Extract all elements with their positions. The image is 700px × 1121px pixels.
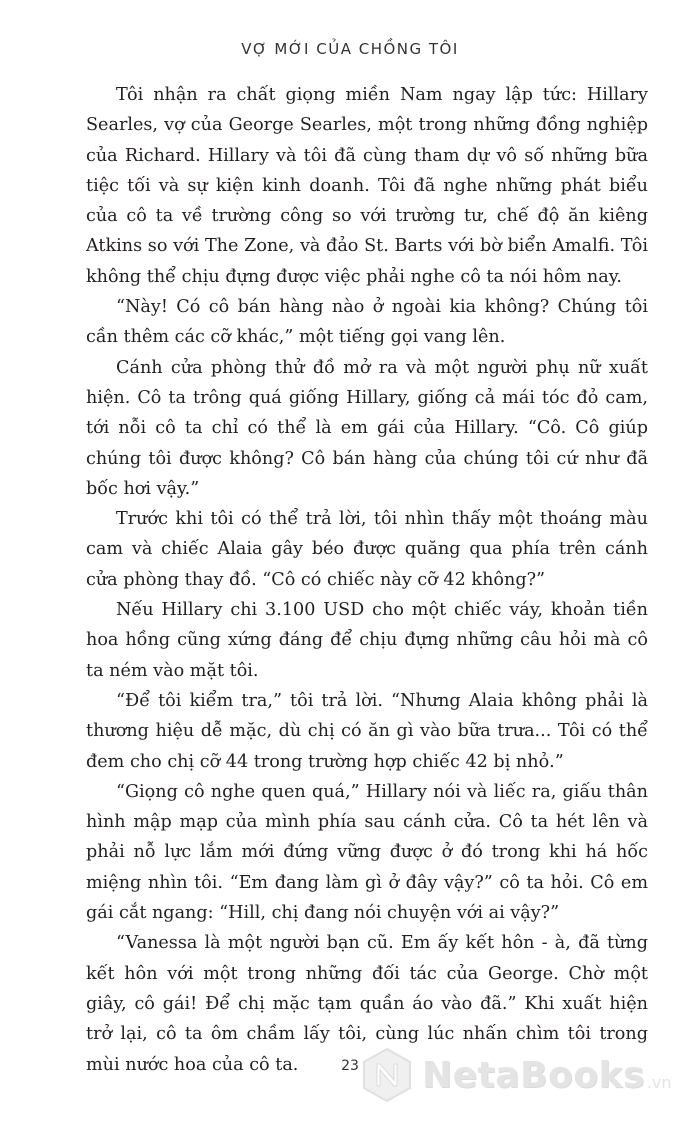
body-text — [86, 80, 648, 1080]
paragraph: “Giọng cô nghe quen quá,” Hillary nói và liếc ra, giấu thân hình mập mạp của mình phía sau cánh cửa. Cô ta hét lên và phải nỗ lực lắm mới đứng vững được ở đó trong khi há hốc miệng nhìn tôi. “Em đang làm gì ở đây vậy?” cô ta hỏi. Cô em gái cắt ngang: “Hill, chị đang nói chuyện với ai vậy?” — [86, 781, 648, 924]
watermark — [358, 1040, 672, 1110]
running-header: VỢ MỚI CỦA CHỒNG TÔI — [241, 40, 459, 58]
page-number: 23 — [341, 1058, 359, 1074]
paragraph: Trước khi tôi có thể trả lời, tôi nhìn thấy một thoáng màu cam và chiếc Alaia gây béo được quăng qua phía trên cánh cửa phòng thay đồ. “Cô có chiếc này cỡ 42 không?” — [86, 509, 648, 590]
netabooks-logo-icon — [358, 1046, 416, 1104]
watermark-suffix: .vn — [646, 1072, 672, 1092]
paragraph: “Để tôi kiểm tra,” tôi trả lời. “Nhưng Alaia không phải là thương hiệu dễ mặc, dù chị có ăn gì vào bữa trưa... Tôi có thể đem cho chị cỡ 44 trong trường hợp chiếc 42 bị nhỏ.” — [86, 690, 648, 772]
paragraph: Tôi nhận ra chất giọng miền Nam ngay lập tức: Hillary Searles, vợ của George Searles, một trong những đồng nghiệp của Richard. Hillary và tôi đã cùng tham dự vô số những bữa tiệc tối và sự kiện kinh doanh. Tôi đã nghe những phát biểu của cô ta về trường công so với trường tư, chế độ ăn kiêng Atkins so với The Zone, và đảo St. Barts với bờ biển Amalfi. Tôi không thể chịu đựng được việc phải nghe cô ta nói hôm nay. — [86, 85, 648, 287]
paragraph: Nếu Hillary chi 3.100 USD cho một chiếc váy, khoản tiền hoa hồng cũng xứng đáng để chịu đựng những câu hỏi mà cô ta ném vào mặt tôi. — [86, 600, 648, 681]
paragraph: “Vanessa là một người bạn cũ. Em ấy kết hôn - à, đã từng kết hôn với một trong những đối tác của George. Chờ một giây, cô gái! Để chị mặc tạm quần áo vào đã.” Khi xuất hiện trở lại, cô ta ôm chầm lấy tôi, cùng lúc nhấn chìm tôi trong mùi nước hoa của cô ta. — [86, 933, 648, 1075]
paragraph: “Này! Có cô bán hàng nào ở ngoài kia không? Chúng tôi cần thêm các cỡ khác,” một tiếng gọi vang lên. — [86, 297, 648, 348]
watermark-brand: NetaBooks — [422, 1054, 645, 1096]
paragraph: Cánh cửa phòng thử đồ mở ra và một người phụ nữ xuất hiện. Cô ta trông quá giống Hillary, giống cả mái tóc đỏ cam, tới nỗi cô ta chỉ có thể là em gái của Hillary. “Cô. Cô giúp chúng tôi được không? Cô bán hàng của chúng tôi cứ như đã bốc hơi vậy.” — [86, 357, 648, 499]
